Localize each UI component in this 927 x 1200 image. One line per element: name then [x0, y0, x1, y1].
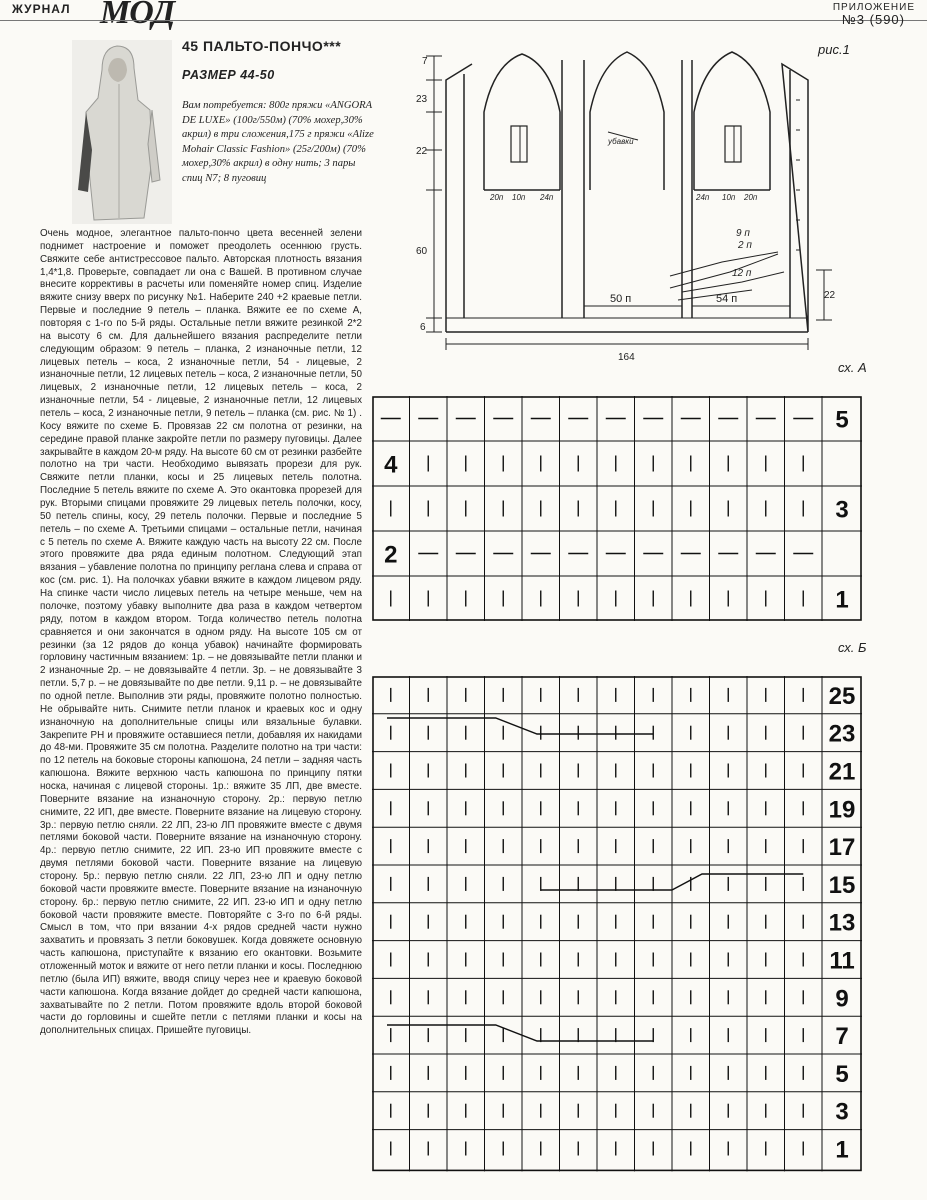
figure1-schematic — [412, 40, 852, 370]
dim-left-1: 7 — [422, 56, 428, 67]
dim-right: 22 — [824, 290, 836, 301]
instructions-text: Очень модное, элегантное пальто-пончо цвета весенней зелени поднимет настроение и поможет преодолеть осеннюю грусть. Свяжите себе антистрессовое пальто. Авторская плотность вязания 1,4*1,8. Проверьте, совпадает ли она с Вашей. В противном случае внесите коррективы в расчеты или поменяйте номер спиц. Изделие вяжите снизу вверх по рисунку №1. Наберите 240 +2 краевые петли. Первые и последние 9 петель – планка. Вяжите ее по схеме А, повторяя с 1-го по 5-й ряды. Остальные петли вяжите резинкой 2*2 на высоту 6 см. Для дальнейшего вязания распределите петли следующим образом: 9 петель – планка, 2 изнаночные петли, 12 лицевых петель – коса, 2 изнаночные петли, 54 - лицевые, 2 изнаночные петли, 12 лицевых петель – коса, 2 изнаночные петли, 50 лицевых, 2 изнаночные петли, 12 лицевых петель – коса, 2 изнаночные петли, 54 - лицевые, 2 изнаночные петли, 12 лицевых петель – коса, 2 изнаночные петли, 9 петель – планка (см. рис. № 1) . Косу вяжите по схеме Б. Провязав 22 см полотна от резинки, на середине правой планке закройте петли по размеру пуговицы. Далее закрывайте в каждом 20-м ряду. На высоте 60 см от резинки разбейте полотно на три части. Необходимо вывязать прорези для рук. Свяжите петли планки, косы и 25 лицевых петель полотна. Последние 5 петель вяжите по схеме А. Это окантовка прорезей для рук. Вторыми спицами провяжите 29 лицевых петель полочки, косу, 50 петель спины, косу, 29 петель полочки. Первые и последние 5 петель – по схеме А. Третьими спицами – остальные петли, начиная с 5 петель по схеме А. Вяжите каждую часть на высоту 22 см. После этого провяжите два ряда единым полотном. Следующий этап вязания – убавление полотна по принципу реглана слева и справа от кос (см. рис. 1). На полочках убавки вяжите в каждом лицевом ряду. На спинке части число лицевых петель на четыре меньше, чем на полочке, поэтому убавку выполните два раза в каждом четвертом ряду, потом в каждом втором. Тогда количество петель полотна сравняется и они закончатся в одном ряду. На высоте 105 см от резинки (за 12 рядов до конца убавок) начинайте формировать горловину частичным вязанием: 1р. – не довязывайте петли планки и 2 изнаночные 2р. – не довязывайте 4 петли. 3р. – не довязывайте 3 петли. 5,7 р. – не довязывайте по две петли. 9,11 р. – не довязывайте по одной петле. Выполнив эти ряды, провяжите полотно полностью. Не обрывайте нить. Снимите петли планок и краевых кос и одну изнаночную на дополнительные спицы или вязальные булавки. Закрепите РН и провяжите оставшиеся петли, добавляя их накидами до 48-ми. Провяжите 35 см полотна. Разделите полотно на три части: по 12 петель на боковые стороны капюшона, 24 петли – задняя часть капюшона. Вяжите верхнюю часть капюшона по принципу пятки носка, начиная с лицевой стороны. 1р.: вяжите 35 ЛП, две вместе. Поверните вязание на изнаночную сторону. 2р.: первую петлю снимите, 22 ИП, две вместе. Поверните вязание на лицевую сторону. 3р.: первую петлю сняли. 22 ЛП, 23-ю ЛП провяжите вместе с двумя петлями боковой части. Поверните вязание на изнаночную сторону. 4р.: первую петлю снимите, 22 ИП. 23-ю ИП провяжите вместе с двумя петлями боковой части. Поверните вязание на лицевую сторону. 5р.: первую петлю сняли. 22 ЛП, 23-ю ЛП и одну петлю боковой части провяжите вместе. Поверните вязание на изнаночную сторону. 6р.: первую петлю снимите, 22 ИП. 23-ю ИП и одну петлю боковой части провяжите вместе. Повторяйте с 3-го по 6-й ряды. Смысл в том, что при вязании 4-х рядов средней части нужно захватить и провязать 3 петли боковушек. Когда довяжете основную часть капюшона, приступайте к вязанию его окантовки. Возьмите отложенный моток и вяжите от него петли планки и косы. Последнюю петлю (была ИП) вяжите, вводя спицу через нее и краевую боковой части капюшона. Когда вязание дойдет до средней части капюшона, захватывайте по 2 петли. Потом провяжите вдоль второй боковой части до горловины и сшейте петли с петлями планки и косы на дополнительных спицах. Пришейте пуговицы. — [40, 228, 362, 1037]
cable-cross-line — [387, 718, 653, 734]
schemeB-row-number: 15 — [828, 871, 856, 899]
model-photo — [72, 40, 172, 224]
schemeA-row-number: 5 — [835, 406, 849, 434]
schemeB-row-number: 9 — [835, 985, 849, 1013]
masthead-small: ЖУРНАЛ — [12, 2, 71, 16]
masthead-logo: МОД — [100, 0, 175, 31]
appendix-label: ПРИЛОЖЕНИЕ — [832, 2, 915, 13]
braid-label-1: 20п — [490, 193, 504, 202]
schemeB-grid — [372, 676, 862, 1177]
dim-left-5: 6 — [420, 322, 426, 333]
schemeB-row-number: 21 — [828, 758, 856, 786]
schemeA-row-number: 1 — [835, 586, 849, 614]
schemeB-row-number: 1 — [835, 1136, 849, 1164]
schemeB-row-number: 11 — [829, 947, 855, 975]
decrease-label: убавки — [608, 137, 634, 146]
issue-number: №3 (590) — [841, 12, 905, 27]
schemeB-row-number: 25 — [828, 682, 856, 710]
part-label-1: 50 п — [610, 293, 632, 305]
schemeA-row-number: 2 — [384, 541, 398, 569]
figure1-label: рис.1 — [818, 42, 850, 57]
part-label-2: 54 п — [716, 293, 738, 305]
schemeA-grid — [372, 396, 862, 631]
schemeB-row-number: 13 — [828, 909, 856, 937]
schemeB-label: сх. Б — [838, 640, 867, 655]
width-total: 164 — [618, 352, 635, 363]
materials-text: Вам потребуется: 800г пряжи «ANGORA DE LUXE» (100г/550м) (70% мохер,30% акрил) в три сложения,175 г пряжи «Alize Mohair Classic Fashion» (25г/200м) (70% мохер,30% акрил) в одну нить; 3 пары спиц N7; 8 пуговиц — [182, 100, 374, 184]
article-title: 45 ПАЛЬТО-ПОНЧО*** — [182, 38, 342, 54]
sleeve-label-2: 2 п — [738, 240, 752, 251]
braid-label-2: 10п — [512, 193, 526, 202]
schemeB-row-number: 3 — [835, 1098, 849, 1126]
dim-left-2: 23 — [416, 94, 428, 105]
braid-label-5: 10п — [722, 193, 736, 202]
sleeve-label-3: 12 п — [732, 268, 752, 279]
header-rule — [0, 20, 927, 21]
schemeB-row-number: 17 — [828, 834, 856, 862]
braid-label-4: 24п — [696, 193, 710, 202]
sleeve-label-1: 9 п — [736, 228, 750, 239]
braid-label-3: 24п — [540, 193, 554, 202]
schemeB-row-number: 7 — [835, 1023, 849, 1051]
dim-left-3: 22 — [416, 146, 428, 157]
dim-left-4: 60 — [416, 246, 428, 257]
schemeB-row-number: 5 — [835, 1060, 849, 1088]
schemeA-row-number: 3 — [835, 496, 849, 524]
schemeB-row-number: 23 — [828, 720, 856, 748]
schemeB-row-number: 19 — [828, 796, 856, 824]
schemeA-label: сх. А — [838, 360, 867, 375]
size-range: РАЗМЕР 44-50 — [182, 68, 275, 82]
braid-label-6: 20п — [744, 193, 758, 202]
cable-cross-line — [387, 1025, 653, 1041]
schemeA-row-number: 4 — [384, 451, 398, 479]
